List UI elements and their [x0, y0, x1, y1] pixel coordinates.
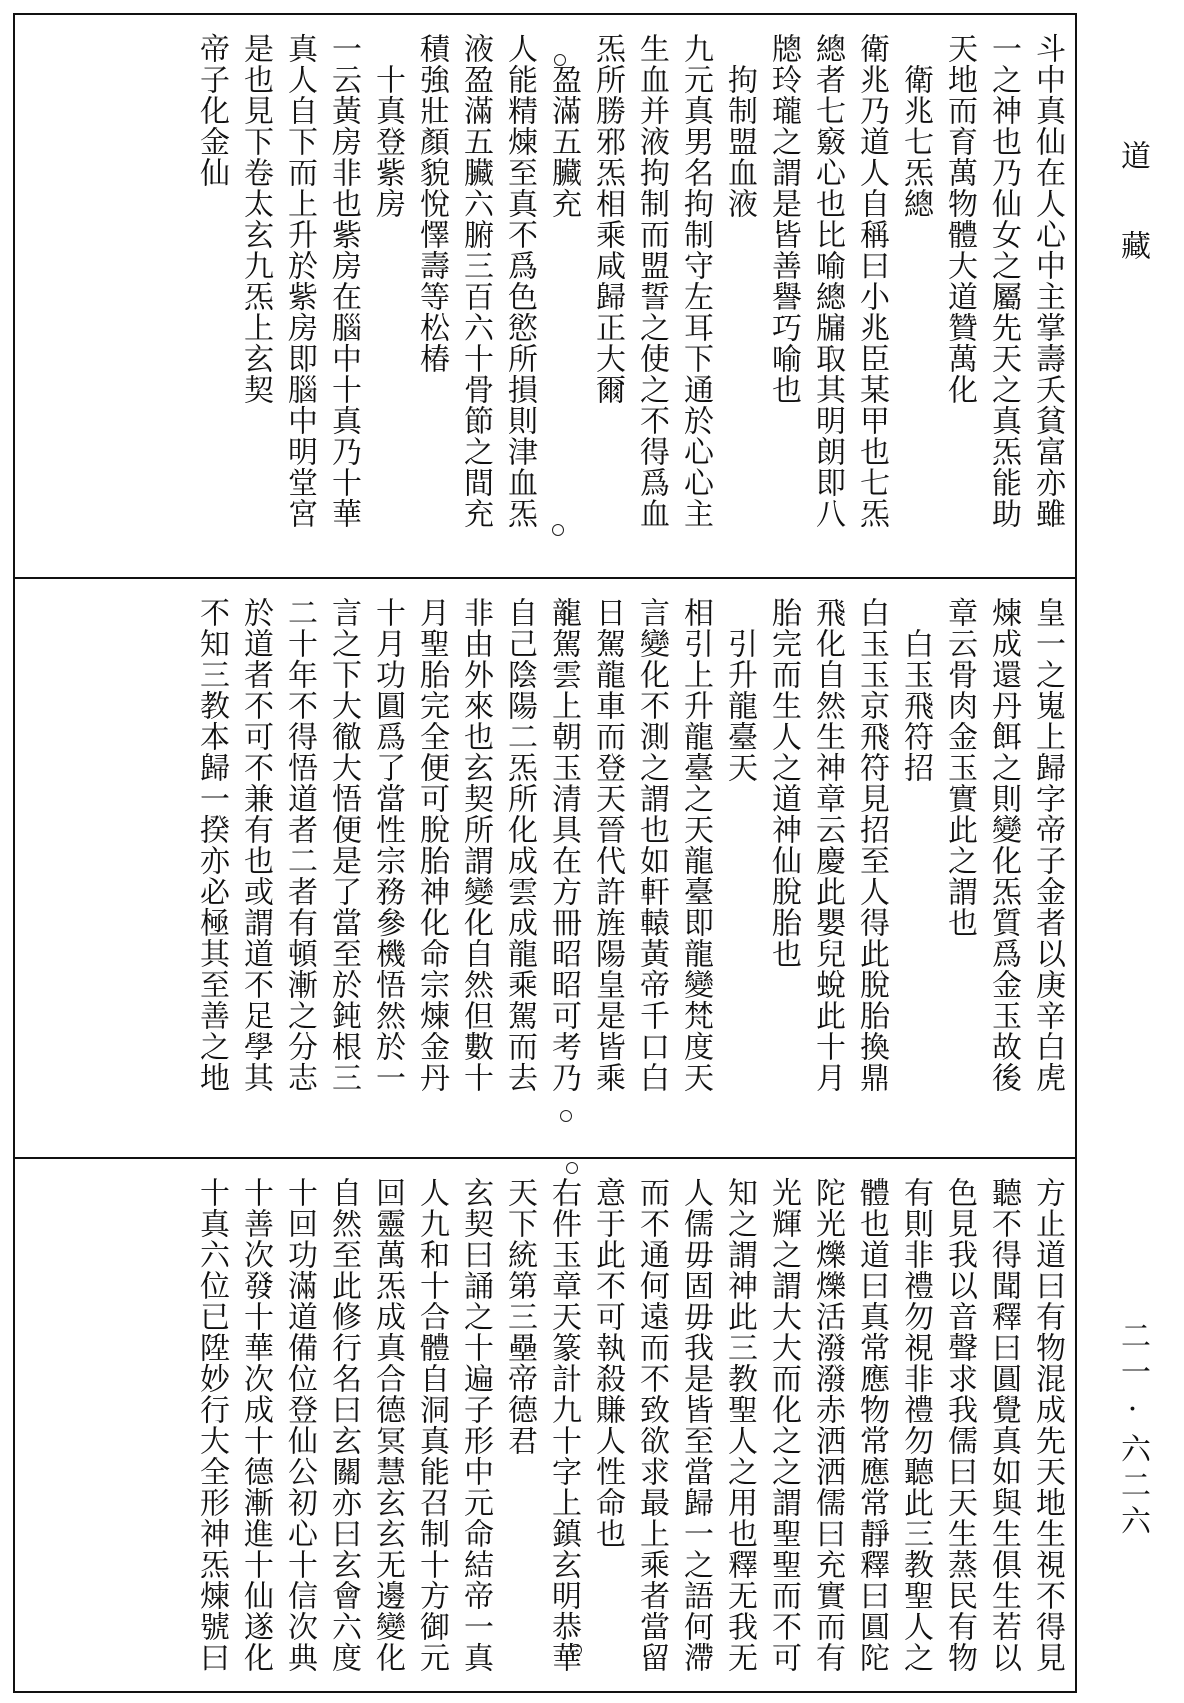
- text-column: 十善次發十華次成十德漸進十仙遂化: [238, 1177, 273, 1673]
- text-column: 飛化自然生神章云慶此嬰兒蛻此十月: [810, 597, 845, 1093]
- text-column: 日駕龍車而登天晉代許旌陽皇是皆乘: [590, 597, 625, 1093]
- punctuation-circle: [566, 1162, 578, 1174]
- punctuation-circle: [552, 524, 564, 536]
- text-column: 生血并液拘制而盟誓之使之不得爲血: [634, 33, 669, 529]
- text-column: 龍駕雲上朝玉清具在方冊昭昭可考乃: [546, 597, 581, 1093]
- text-column: 方止道曰有物混成先天地生視不得見: [1030, 1177, 1065, 1673]
- text-column: 十真六位已陞妙行大全形神炁煉號曰: [194, 1177, 229, 1673]
- text-column: 天下統第三壘帝德君: [502, 1177, 537, 1456]
- text-column: 炁所勝邪炁相乘咸歸正大爾: [590, 33, 625, 405]
- column-group: [189, 1177, 1069, 1685]
- text-column: 自然至此修行名曰玄關亦曰玄會六度: [326, 1177, 361, 1673]
- text-column: 引升龍臺天: [722, 597, 757, 783]
- text-column: 玄契曰誦之十遍子形中元命結帝一真: [458, 1177, 493, 1673]
- text-column: 右件玉章天篆計九十字上鎮玄明恭華: [546, 1177, 581, 1673]
- text-column: 一之神也乃仙女之屬先天之真炁能助: [986, 33, 1021, 529]
- text-column: 光輝之謂大大而化之之謂聖聖而不可: [766, 1177, 801, 1673]
- text-column: 言之下大徹大悟便是了當至於鈍根三: [326, 597, 361, 1093]
- text-column: 陀光爍爍活潑潑赤洒洒儒曰充實而有: [810, 1177, 845, 1673]
- text-column: 人九和十合體自洞真能召制十方御元: [414, 1177, 449, 1673]
- text-column: 聽不得聞釋曰圓覺真如與生俱生若以: [986, 1177, 1021, 1673]
- text-column: 體也道曰真常應物常應常靜釋曰圓陀: [854, 1177, 889, 1673]
- text-column: 斗中真仙在人心中主掌壽夭貧富亦雖: [1030, 33, 1065, 529]
- text-column: 二十年不得悟道者二者有頓漸之分志: [282, 597, 317, 1093]
- text-column: 有則非禮勿視非禮勿聽此三教聖人之: [898, 1177, 933, 1673]
- page-frame: [13, 13, 1077, 1693]
- text-column: 白玉飛符招: [898, 597, 933, 783]
- text-column: 胎完而生人之道神仙脫胎也: [766, 597, 801, 969]
- text-column: 衛兆乃道人自稱曰小兆臣某甲也七炁: [854, 33, 889, 529]
- text-column: 於道者不可不兼有也或謂道不足學其: [238, 597, 273, 1093]
- text-column: 不知三教本歸一揆亦必極其至善之地: [194, 597, 229, 1093]
- text-column: 章云骨肉金玉實此之謂也: [942, 597, 977, 938]
- text-column: 積強壯顏貌悅懌壽等松椿: [414, 33, 449, 374]
- text-column: 九元真男名拘制守左耳下通於心心主: [678, 33, 713, 529]
- text-column: 言變化不測之謂也如軒轅黃帝千口白: [634, 597, 669, 1093]
- text-column: 月聖胎完全便可脫胎神化命宗煉金丹: [414, 597, 449, 1093]
- text-column: 而不通何遠而不致欲求最上乘者當留: [634, 1177, 669, 1673]
- page-number-margin: 二一·六二六: [1115, 1320, 1150, 1541]
- text-column: 白玉玉京飛符見招至人得此脫胎換鼎: [854, 597, 889, 1093]
- text-column: 煉成還丹餌之則變化炁質爲金玉故後: [986, 597, 1021, 1093]
- book-title-margin: 道藏: [1115, 140, 1150, 320]
- text-column: 十回功滿道備位登仙公初心十信次典: [282, 1177, 317, 1673]
- column-group: [189, 597, 1069, 1149]
- text-column: 相引上升龍臺之天龍臺即龍變梵度天: [678, 597, 713, 1093]
- punctuation-circle: [560, 608, 572, 620]
- text-panel-upper: [15, 15, 1075, 577]
- text-column: 衛兆七炁總: [898, 33, 933, 219]
- punctuation-circle: [560, 1110, 572, 1122]
- text-column: 十真登紫房: [370, 33, 405, 219]
- text-column: 一云黃房非也紫房在腦中十真乃十華: [326, 33, 361, 529]
- text-column: 液盈滿五臟六腑三百六十骨節之間充: [458, 33, 493, 529]
- punctuation-circle: [570, 1644, 582, 1656]
- text-column: 色見我以音聲求我儒曰天生蒸民有物: [942, 1177, 977, 1673]
- text-column: 是也見下卷太玄九炁上玄契: [238, 33, 273, 405]
- text-column: 意于此不可執殺賺人性命也: [590, 1177, 625, 1549]
- text-panel-middle: [15, 577, 1075, 1159]
- text-column: 真人自下而上升於紫房即腦中明堂宮: [282, 33, 317, 529]
- text-column: 人能精煉至真不爲色慾所損則津血炁: [502, 33, 537, 529]
- text-column: 回靈萬炁成真合德冥慧玄玄无邊變化: [370, 1177, 405, 1673]
- text-column: 帝子化金仙: [194, 33, 229, 188]
- text-column: 拘制盟血液: [722, 33, 757, 219]
- text-column: 十月功圓爲了當性宗務參機悟然於一: [370, 597, 405, 1093]
- punctuation-circle: [554, 54, 566, 66]
- text-column: 盈滿五臟充: [546, 33, 581, 219]
- text-column: 自己陰陽二炁所化成雲成龍乘駕而去: [502, 597, 537, 1093]
- text-column: 人儒毋固毋我是皆至當歸一之語何滯: [678, 1177, 713, 1673]
- text-column: 皇一之嵬上歸字帝子金者以庚辛白虎: [1030, 597, 1065, 1093]
- text-column: 非由外來也玄契所謂變化自然但數十: [458, 597, 493, 1093]
- text-column: 牕玲瓏之謂是皆善譽巧喻也: [766, 33, 801, 405]
- text-column: 知之謂神此三教聖人之用也釋无我无: [722, 1177, 757, 1673]
- text-column: 天地而育萬物體大道贊萬化: [942, 33, 977, 405]
- text-panel-lower: [15, 1157, 1075, 1695]
- text-column: 總者七竅心也比喻總牖取其明朗即八: [810, 33, 845, 529]
- column-group: [189, 33, 1069, 567]
